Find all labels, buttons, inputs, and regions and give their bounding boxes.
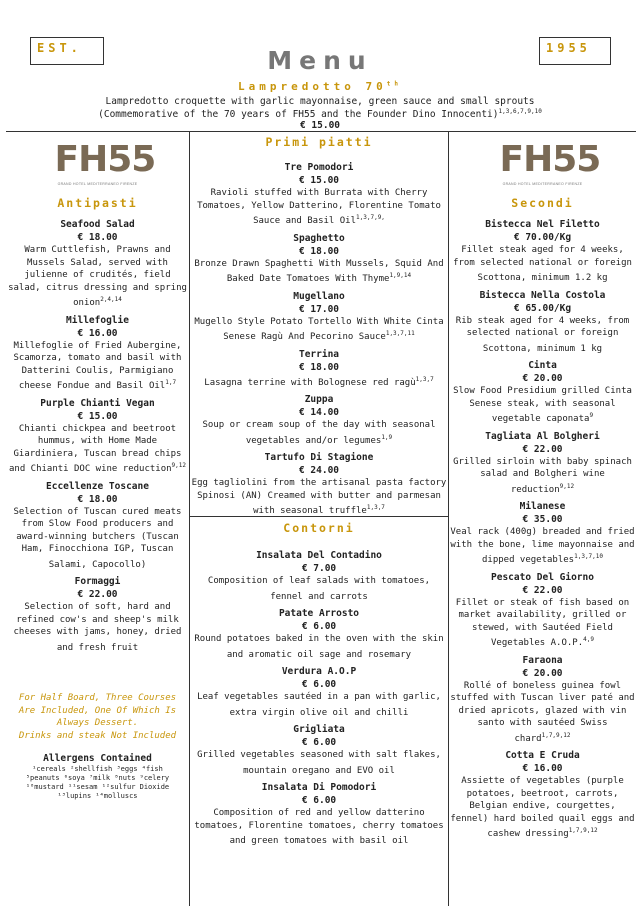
- item-description: [6, 423, 189, 476]
- item-price: € 22.00: [522, 584, 563, 596]
- allergen-sup: 9,12: [559, 482, 575, 490]
- item-name: Mugellano: [293, 290, 345, 302]
- item-name: Terrina: [298, 348, 340, 360]
- item-description: [6, 244, 189, 310]
- antipasti-column: [6, 132, 189, 801]
- item-description: [190, 691, 448, 719]
- featured-title: [0, 80, 640, 93]
- allergen-line: ⁵peanuts ⁶soya ⁷milk ⁸nuts ⁹celery: [25, 774, 170, 782]
- featured-price: € 15.00: [299, 120, 341, 131]
- menu-item: [449, 500, 636, 567]
- item-price: € 20.00: [522, 667, 563, 679]
- item-description: [190, 477, 448, 518]
- item-description: [6, 506, 189, 572]
- item-price: € 15.00: [77, 410, 118, 422]
- allergen-line: ¹⁰mustard ¹¹sesam ¹²sulfur Dioxide: [25, 783, 170, 791]
- item-price: € 15.00: [298, 175, 340, 186]
- allergen-line: ¹cereals ²shellfish ³eggs ⁴fish: [32, 765, 163, 773]
- logo-subtitle: GRAND HOTEL MEDITERRANEO FIRENZE: [57, 182, 138, 186]
- item-description-text: Slow Food Presidium grilled Cinta Senese steak, with seasonal vegetable caponata: [453, 386, 632, 424]
- menu-item: [449, 654, 636, 746]
- item-name: Faraona: [522, 654, 563, 666]
- item-price: € 22.00: [522, 443, 563, 455]
- year-label: 1955: [546, 41, 591, 55]
- item-description-text: Assiette of vegetables (purple potatoes, beetroot, carrots, Belgian endive, courgettes, fennel) hard boiled quail eggs and cashew dressing: [450, 776, 635, 839]
- item-description-text: Chianti chickpea and beetroot hummus, with Home Made Giardiniera, Tuscan bread chips and Chianti DOC wine reduction: [8, 423, 182, 474]
- note-line: Are Included, One Of Which Is: [18, 705, 177, 716]
- item-price: € 70.00/Kg: [513, 232, 572, 243]
- item-price: € 18.00: [298, 245, 340, 257]
- item-description: [190, 258, 448, 286]
- item-description-text: Mugello Style Potato Tortello With White Cinta Senese Ragù And Pecorino Sauce: [194, 316, 444, 342]
- item-description: [190, 187, 448, 228]
- item-name: Pescato Del Giorno: [491, 571, 594, 583]
- item-price: € 16.00: [522, 763, 563, 774]
- item-price: € 65.00/Kg: [513, 302, 572, 314]
- item-name: Bistecca Nel Filetto: [485, 219, 600, 230]
- item-description-text: Grilled vegetables seasoned with salt flakes, mountain oregano and EVO oil: [197, 750, 441, 776]
- featured-desc-2: [0, 108, 640, 120]
- item-name: Verdura A.O.P: [281, 666, 357, 677]
- item-description: [190, 749, 448, 777]
- menu-item: [449, 430, 636, 497]
- featured-title-sup: th: [386, 80, 402, 88]
- item-price: € 14.00: [298, 407, 340, 418]
- menu-item: [190, 161, 448, 228]
- menu-item: [449, 749, 636, 841]
- item-name: Cotta E Cruda: [505, 750, 580, 761]
- item-name: Grigliata: [293, 724, 345, 735]
- item-price: € 18.00: [77, 493, 118, 505]
- item-description: [190, 316, 448, 344]
- item-description-text: Fillet or steak of fish based on market availability, grilled or stewed, with Sautéed Field Vegetables A.O.P.: [455, 597, 630, 648]
- allergen-sup: 1,3,7,9,: [356, 214, 385, 221]
- item-description: [449, 775, 636, 841]
- item-description: [190, 807, 448, 848]
- featured-desc-2-sup: 1,3,6,7,9,10: [498, 108, 542, 115]
- item-description-text: Rollé of boneless guinea fowl stuffed with Tuscan liver paté and dried apricots, glazed with vin santo with sautéed Swiss chard: [450, 680, 635, 744]
- menu-item: [6, 218, 189, 310]
- item-price: € 6.00: [301, 679, 337, 690]
- allergen-sup: 1,3,7,11: [385, 330, 415, 337]
- secondi-list: [449, 218, 636, 841]
- item-description-text: Composition of red and yellow datterino tomatoes, Florentine tomatoes, cherry tomatoes and green tomatoes with basil oil: [194, 808, 444, 846]
- menu-item: [449, 289, 636, 356]
- item-description-text: Soup or cream soup of the day with seasonal vegetables and/or legumes: [202, 420, 436, 446]
- item-description-text: Selection of soft, hard and refined cow's and sheep's milk cheeses with jams, honey, dried and fresh fruit: [13, 602, 182, 653]
- allergen-sup: 1,9,14: [389, 272, 412, 279]
- item-description-text: Rib steak aged for 4 weeks, from selected national or foreign Scottona, minimum 1 kg: [455, 315, 630, 354]
- item-description-text: Composition of leaf salads with tomatoes, fennel and carrots: [207, 576, 431, 602]
- item-description: [6, 601, 189, 654]
- item-price: € 35.00: [522, 514, 563, 525]
- menu-item: [6, 397, 189, 476]
- secondi-column: [449, 132, 636, 841]
- item-name: Insalata Del Contadino: [256, 550, 382, 561]
- featured-title-text: Lampredotto 70: [238, 80, 387, 93]
- item-name: Tagliata Al Bolgheri: [485, 430, 600, 442]
- item-description: [449, 456, 636, 497]
- menu-item: [190, 348, 448, 390]
- menu-item: [190, 393, 448, 447]
- allergen-sup: 9: [589, 412, 594, 419]
- item-name: Formaggi: [74, 576, 121, 587]
- menu-item: [449, 571, 636, 650]
- primi-list: [190, 161, 448, 518]
- item-description: [190, 575, 448, 603]
- menu-item: [6, 575, 189, 654]
- allergen-sup: 1,3,7: [415, 375, 434, 383]
- spacer: [6, 654, 189, 692]
- allergens-title: Allergens Contained: [43, 753, 152, 764]
- featured-desc-1: Lampredotto croquette with garlic mayonnaise, green sauce and small sprouts: [105, 96, 535, 107]
- item-description-text: Egg tagliolini from the artisanal pasta factory Spinosi (AN) Creamed with butter and parmesan with seasonal truffle: [191, 478, 447, 516]
- item-price: € 16.00: [77, 327, 118, 339]
- item-description: [449, 315, 636, 356]
- allergen-sup: 1,7: [165, 379, 177, 386]
- half-board-note: [6, 692, 189, 742]
- allergen-sup: 1,3,7,10: [574, 553, 604, 560]
- item-description: [190, 633, 448, 661]
- item-name: Zuppa: [304, 394, 334, 405]
- note-line: Drinks and steak Not Included: [18, 730, 177, 741]
- primi-column: [190, 132, 448, 518]
- item-price: € 18.00: [77, 232, 118, 243]
- allergen-sup: 2,4,14: [100, 296, 122, 303]
- logo-subtitle: GRAND HOTEL MEDITERRANEO FIRENZE: [502, 182, 583, 186]
- item-description: [6, 340, 189, 393]
- menu-item: [190, 723, 448, 777]
- fh55-logo-left: [54, 139, 156, 191]
- item-description-text: Fillet steak aged for 4 weeks, from selected national or foreign Scottona, minimum 1.2 kg: [453, 245, 632, 283]
- item-description: [190, 419, 448, 447]
- allergen-sup: 1,9: [381, 433, 393, 441]
- item-description-text: Grilled sirloin with baby spinach salad and Bolgheri wine reduction: [453, 456, 632, 495]
- item-description-text: Ravioli stuffed with Burrata with Cherry Tomatoes, Yellow Datterino, Florentine Tomato Sauce and Basil Oil: [197, 188, 441, 226]
- logo-letters: FH55: [499, 139, 601, 180]
- item-description-text: Round potatoes baked in the oven with the skin and aromatic oil sage and rosemary: [194, 634, 444, 660]
- menu-item: [449, 218, 636, 285]
- logo-letters: FH55: [54, 139, 156, 180]
- fh55-logo-right: [499, 139, 601, 191]
- antipasti-title: Antipasti: [57, 196, 138, 210]
- item-name: Cinta: [528, 360, 557, 371]
- secondi-title: Secondi: [511, 196, 574, 210]
- item-price: € 6.00: [301, 621, 337, 632]
- allergen-sup: 1,3,7: [366, 504, 385, 511]
- menu-item: [190, 607, 448, 661]
- item-name: Milanese: [519, 501, 566, 512]
- item-name: Patate Arrosto: [278, 608, 360, 619]
- item-name: Tartufo Di Stagione: [264, 452, 374, 463]
- allergen-sup: 1,7,9,12: [541, 731, 571, 739]
- allergens-list: [6, 765, 189, 801]
- note-line: Always Dessert.: [56, 718, 139, 728]
- contorni-list: [190, 549, 448, 848]
- contorni-column: [190, 522, 448, 848]
- menu-item: [190, 781, 448, 848]
- item-price: € 7.00: [301, 563, 337, 574]
- item-description: [449, 385, 636, 426]
- est-label: EST.: [37, 41, 82, 55]
- menu-item: [6, 314, 189, 393]
- item-price: € 6.00: [301, 737, 337, 748]
- menu-item: [449, 359, 636, 426]
- item-price: € 22.00: [77, 589, 118, 600]
- item-description-text: Lasagna terrine with Bolognese red ragù: [204, 377, 416, 388]
- item-name: Tre Pomodori: [284, 162, 354, 173]
- item-price: € 6.00: [301, 795, 337, 806]
- allergen-line: ¹³lupins ¹⁴molluscs: [57, 792, 138, 800]
- item-price: € 17.00: [298, 303, 340, 315]
- item-name: Millefoglie: [66, 314, 129, 326]
- menu-item: [190, 665, 448, 719]
- menu-item: [190, 549, 448, 603]
- item-description-text: Millefoglie of Fried Aubergine, Scamorza, tomato and basil with Datterini Coulis, Parmigiano cheese Fondue and Basil Oil: [13, 340, 182, 391]
- item-price: € 20.00: [522, 373, 563, 384]
- item-name: Spaghetto: [293, 232, 345, 244]
- item-price: € 18.00: [298, 361, 340, 373]
- item-description-text: Warm Cuttlefish, Prawns and Mussels Salad, served with julienne of crudités, field salad, citrus dressing and spring onion: [8, 245, 187, 308]
- item-name: Insalata Di Pomodori: [261, 782, 377, 793]
- menu-item: [190, 232, 448, 286]
- allergen-sup: 4,9: [583, 636, 594, 643]
- item-name: Purple Chianti Vegan: [40, 397, 155, 409]
- item-description: [449, 597, 636, 650]
- menu-item: [190, 451, 448, 518]
- menu-item: [190, 290, 448, 344]
- menu-item: [6, 480, 189, 572]
- item-description-text: Leaf vegetables sautéed in a pan with garlic, extra virgin olive oil and chilli: [197, 692, 441, 718]
- menu-columns: [6, 131, 636, 906]
- item-description-text: Veal rack (400g) breaded and fried with the bone, lime mayonnaise and dipped vegetables: [450, 527, 635, 565]
- page-title: Menu: [267, 46, 373, 75]
- item-description: [449, 526, 636, 567]
- allergen-sup: 1,7,9,12: [568, 827, 598, 834]
- primi-title: Primi piatti: [265, 135, 373, 149]
- item-description: [449, 680, 636, 746]
- item-name: Seafood Salad: [60, 219, 135, 230]
- featured-desc-2-text: (Commemorative of the 70 years of FH55 and the Founder Dino Innocenti): [98, 109, 499, 121]
- item-description-text: Bronze Drawn Spaghetti With Mussels, Squid And Baked Date Tomatoes With Thyme: [194, 258, 444, 284]
- antipasti-list: [6, 218, 189, 654]
- item-description: [190, 374, 448, 390]
- item-price: € 24.00: [298, 465, 340, 476]
- item-description: [449, 244, 636, 285]
- item-name: Eccellenze Toscane: [46, 480, 149, 492]
- contorni-title: Contorni: [283, 521, 355, 535]
- item-description-text: Selection of Tuscan cured meats from Slow Food producers and award-winning butchers (Tuscan Ham, Finocchiona IGP, Tuscan Salami, Capocollo): [13, 506, 182, 570]
- note-line: For Half Board, Three Courses: [18, 693, 177, 703]
- item-name: Bistecca Nella Costola: [479, 289, 606, 301]
- allergen-sup: 9,12: [171, 462, 186, 469]
